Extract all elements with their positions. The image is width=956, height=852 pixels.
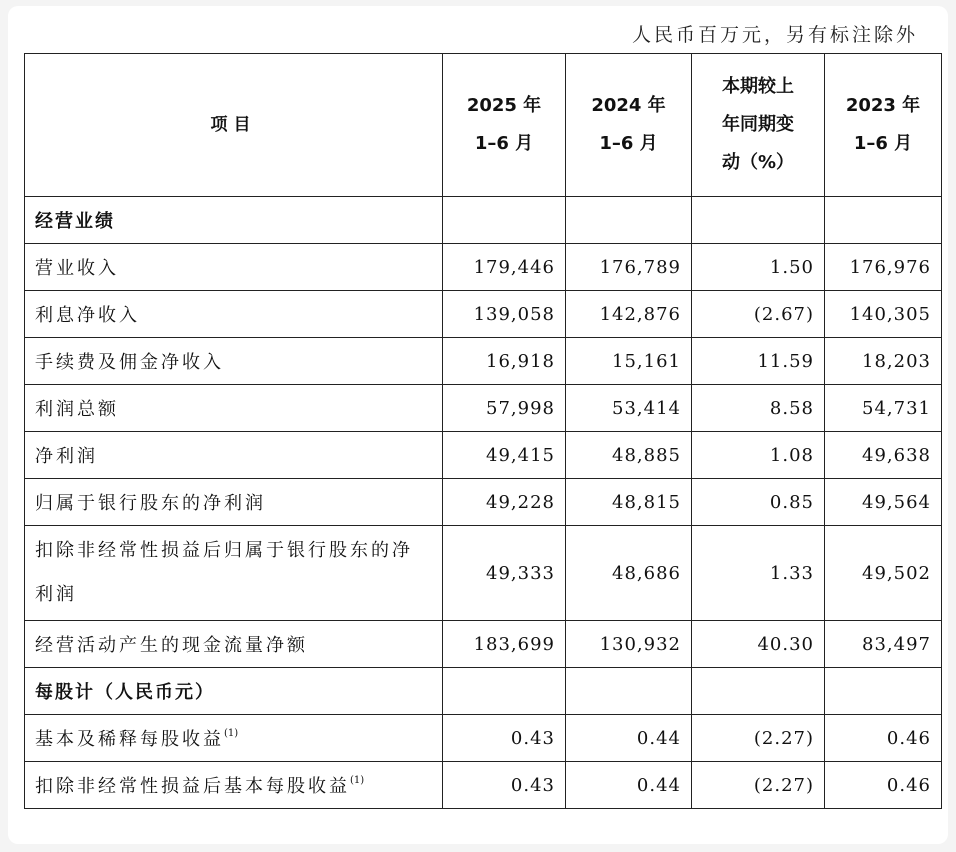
- value-2024: 48,885: [566, 432, 692, 479]
- value-2023: 0.46: [825, 762, 942, 809]
- header-2024: 2024 年 1–6 月: [566, 54, 692, 197]
- header-item: 项目: [25, 54, 443, 197]
- section-label: 每股计（人民币元）: [25, 668, 443, 715]
- value-2025: 49,228: [443, 479, 566, 526]
- value-change: 11.59: [692, 338, 825, 385]
- table-row: [25, 762, 942, 809]
- document-card: [8, 6, 948, 844]
- value-2024: 176,789: [566, 244, 692, 291]
- table-row: [25, 338, 942, 385]
- row-label: 基本及稀释每股收益$^{(1)}$: [25, 715, 443, 762]
- value-2023: 49,564: [825, 479, 942, 526]
- value-2025: 0.43: [443, 715, 566, 762]
- section-row-operating-results: [25, 197, 942, 244]
- value-2023: 0.46: [825, 715, 942, 762]
- value-2023: 49,502: [825, 526, 942, 621]
- header-2025: 2025 年 1–6 月: [443, 54, 566, 197]
- value-2023: 18,203: [825, 338, 942, 385]
- value-2025: 49,333: [443, 526, 566, 621]
- value-2025: 139,058: [443, 291, 566, 338]
- table-row: [25, 479, 942, 526]
- value-2024: 15,161: [566, 338, 692, 385]
- value-2025: 183,699: [443, 621, 566, 668]
- section-label: 经营业绩: [25, 197, 443, 244]
- value-2024: 0.44: [566, 762, 692, 809]
- value-change: (2.27): [692, 762, 825, 809]
- table-row: [25, 715, 942, 762]
- row-label: 扣除非经常性损益后基本每股收益$^{(1)}$: [25, 762, 443, 809]
- row-label: 手续费及佣金净收入: [25, 338, 443, 385]
- financial-summary-table: [24, 53, 942, 809]
- value-2023: 83,497: [825, 621, 942, 668]
- value-change: 1.33: [692, 526, 825, 621]
- value-change: (2.27): [692, 715, 825, 762]
- value-2024: 48,686: [566, 526, 692, 621]
- value-2025: 179,446: [443, 244, 566, 291]
- value-2024: 53,414: [566, 385, 692, 432]
- table-row: [25, 526, 942, 621]
- value-2025: 49,415: [443, 432, 566, 479]
- value-change: 1.50: [692, 244, 825, 291]
- table-row: [25, 385, 942, 432]
- footnote-marker: (1): [350, 775, 365, 786]
- table-row: [25, 291, 942, 338]
- value-2024: 0.44: [566, 715, 692, 762]
- value-change: 1.08: [692, 432, 825, 479]
- row-label: 营业收入: [25, 244, 443, 291]
- row-label: 扣除非经常性损益后归属于银行股东的净利润: [25, 526, 443, 621]
- row-label: 利息净收入: [25, 291, 443, 338]
- header-change: 本期较上 年同期变 动（%）: [692, 54, 825, 197]
- header-2023: 2023 年 1–6 月: [825, 54, 942, 197]
- table-row: [25, 244, 942, 291]
- table-row: [25, 621, 942, 668]
- value-change: 8.58: [692, 385, 825, 432]
- value-change: (2.67): [692, 291, 825, 338]
- row-label: 经营活动产生的现金流量净额: [25, 621, 443, 668]
- value-2024: 142,876: [566, 291, 692, 338]
- row-label: 归属于银行股东的净利润: [25, 479, 443, 526]
- section-row-per-share: [25, 668, 942, 715]
- row-label: 利润总额: [25, 385, 443, 432]
- row-label: 净利润: [25, 432, 443, 479]
- value-2023: 54,731: [825, 385, 942, 432]
- table-row: [25, 432, 942, 479]
- value-change: 0.85: [692, 479, 825, 526]
- value-2023: 140,305: [825, 291, 942, 338]
- value-2025: 0.43: [443, 762, 566, 809]
- value-2023: 49,638: [825, 432, 942, 479]
- value-2025: 16,918: [443, 338, 566, 385]
- value-change: 40.30: [692, 621, 825, 668]
- value-2025: 57,998: [443, 385, 566, 432]
- header-row: [25, 54, 942, 197]
- value-2024: 130,932: [566, 621, 692, 668]
- value-2023: 176,976: [825, 244, 942, 291]
- unit-note: 人民币百万元，另有标注除外: [631, 24, 918, 46]
- footnote-marker: (1): [224, 728, 239, 739]
- value-2024: 48,815: [566, 479, 692, 526]
